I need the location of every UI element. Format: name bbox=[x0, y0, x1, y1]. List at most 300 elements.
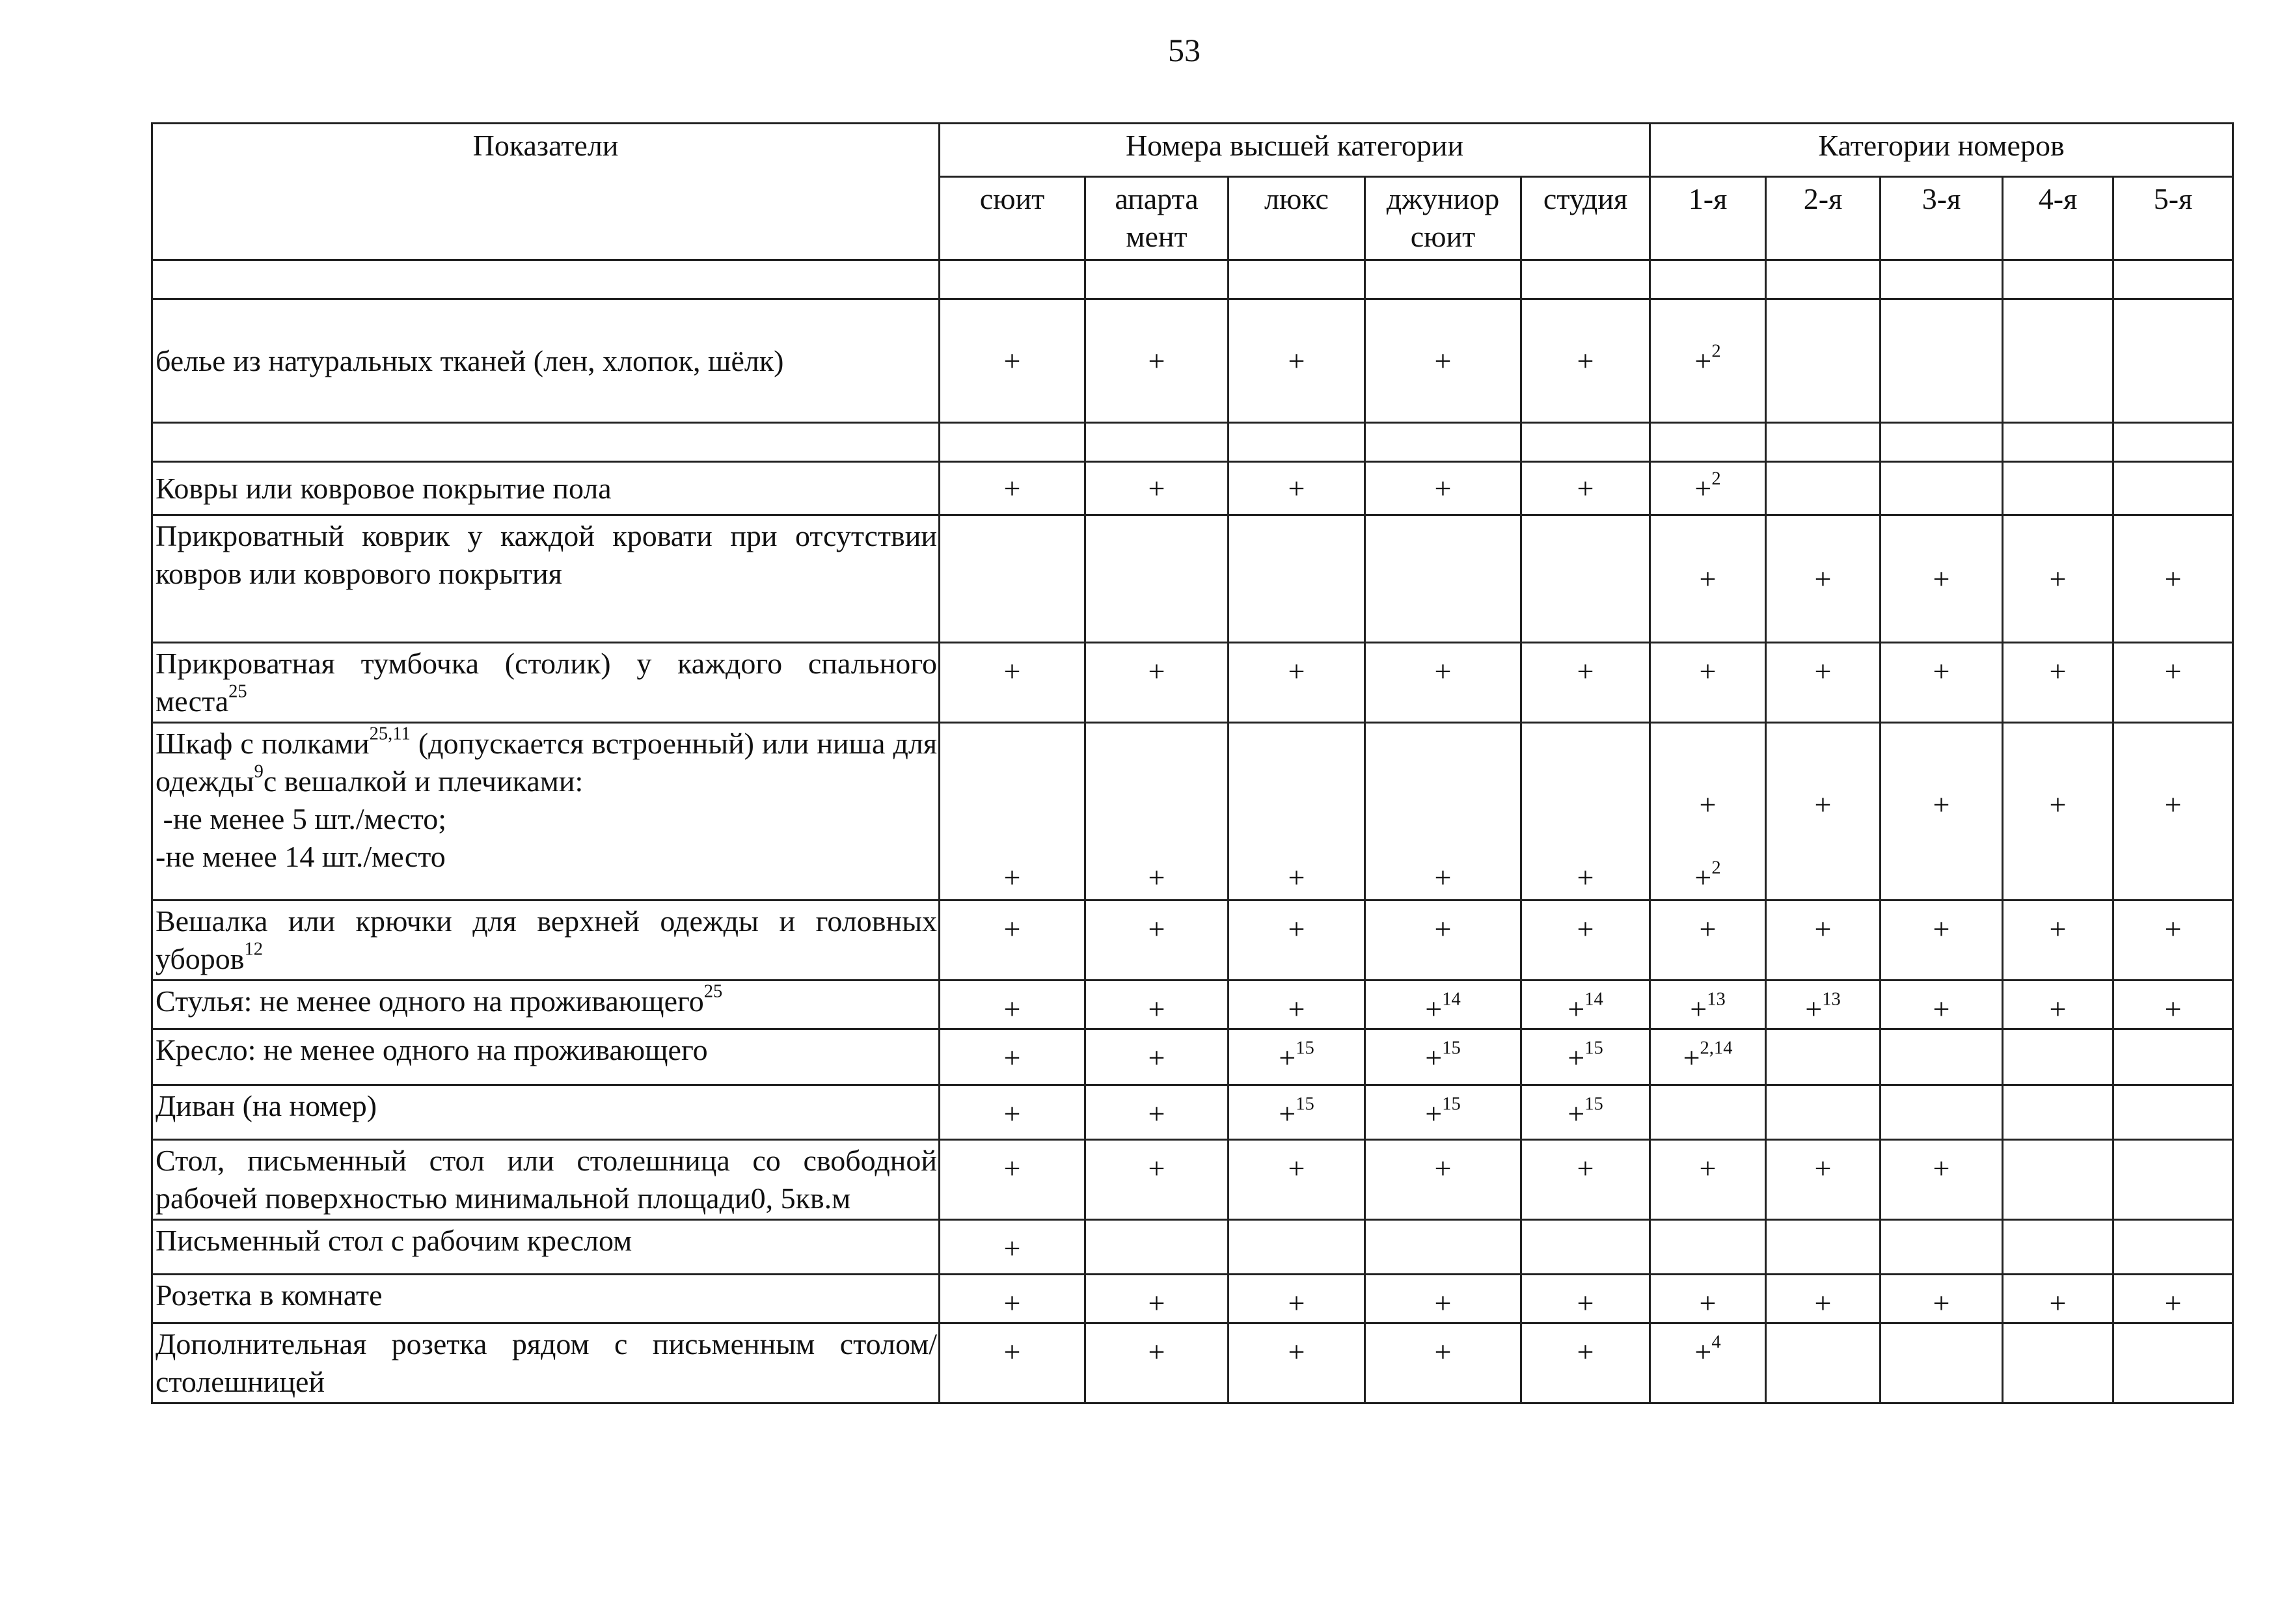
mark-cell bbox=[940, 1139, 1085, 1219]
mark-cell bbox=[1881, 900, 2003, 980]
mark bbox=[1683, 1038, 1733, 1074]
mark-symbol: + bbox=[1288, 992, 1305, 1025]
mark bbox=[1004, 1152, 1021, 1185]
mark-symbol: + bbox=[1279, 1040, 1296, 1074]
mark bbox=[1700, 655, 1717, 688]
mark bbox=[1577, 1286, 1594, 1320]
mark-cell bbox=[1229, 1274, 1365, 1323]
mark-footnote: 14 bbox=[1584, 989, 1603, 1010]
mark-cell bbox=[940, 515, 1085, 643]
mark-symbol: + bbox=[1003, 1334, 1021, 1368]
mark bbox=[1435, 912, 1452, 945]
column-header bbox=[1365, 177, 1521, 260]
mark-cell bbox=[1881, 1139, 2003, 1219]
mark-cell bbox=[2113, 1029, 2233, 1085]
mark bbox=[1148, 992, 1165, 1025]
mark-symbol: + bbox=[1434, 344, 1452, 377]
label-subline: -не менее 14 шт./место bbox=[156, 839, 446, 873]
mark-cell bbox=[1521, 1219, 1650, 1274]
mark-cell bbox=[2003, 299, 2113, 423]
mark-cell bbox=[1881, 260, 2003, 299]
mark-cell bbox=[1085, 722, 1229, 900]
column-header-line: люкс bbox=[1264, 182, 1329, 215]
mark-symbol: + bbox=[1003, 344, 1021, 377]
mark bbox=[1815, 912, 1832, 945]
mark-symbol: + bbox=[1148, 1096, 1165, 1130]
label-text: (допускается встроенный) или ниша для одежды bbox=[156, 726, 937, 798]
mark-cell bbox=[2113, 1323, 2233, 1403]
mark-cell bbox=[1521, 1274, 1650, 1323]
column-header-line: мент bbox=[1126, 219, 1188, 253]
mark bbox=[1279, 1038, 1314, 1074]
mark-cell bbox=[1229, 515, 1365, 643]
table-row bbox=[152, 1029, 2233, 1085]
mark-cell bbox=[1085, 1085, 1229, 1139]
mark-symbol: + bbox=[1568, 1040, 1585, 1074]
mark-symbol: + bbox=[1288, 1286, 1305, 1320]
mark-cell bbox=[1881, 462, 2003, 515]
mark-symbol: + bbox=[1577, 344, 1594, 377]
mark bbox=[2050, 788, 2067, 821]
table-row bbox=[152, 980, 2233, 1029]
mark bbox=[1148, 1041, 1165, 1074]
mark-symbol: + bbox=[1699, 562, 1717, 595]
mark-cell bbox=[1881, 423, 2003, 462]
mark-cell bbox=[1766, 462, 1881, 515]
mark-cell bbox=[1766, 515, 1881, 643]
mark bbox=[1933, 1152, 1950, 1185]
table-row bbox=[152, 1274, 2233, 1323]
column-header-line: 4-я bbox=[2038, 182, 2078, 215]
mark-cell bbox=[1881, 980, 2003, 1029]
mark-cell bbox=[1365, 423, 1521, 462]
mark-cell bbox=[1881, 1219, 2003, 1274]
mark-cell bbox=[1766, 1323, 1881, 1403]
mark bbox=[1004, 861, 1021, 894]
mark bbox=[1700, 912, 1717, 945]
mark-cell bbox=[2003, 515, 2113, 643]
mark-cell bbox=[940, 722, 1085, 900]
mark-footnote: 2,14 bbox=[1700, 1038, 1733, 1059]
mark bbox=[2050, 992, 2067, 1025]
mark-symbol: + bbox=[1933, 1151, 1950, 1185]
mark-cell bbox=[1521, 980, 1650, 1029]
requirements-table bbox=[151, 122, 2234, 1404]
mark-cell bbox=[1881, 643, 2003, 723]
mark-cell bbox=[940, 1219, 1085, 1274]
row-label bbox=[152, 1323, 940, 1403]
mark bbox=[1288, 1335, 1305, 1368]
mark-cell bbox=[1229, 643, 1365, 723]
mark-cell bbox=[1365, 980, 1521, 1029]
mark-cell bbox=[1085, 1274, 1229, 1323]
mark-symbol: + bbox=[1148, 471, 1165, 505]
mark bbox=[1577, 472, 1594, 505]
footnote-ref: 25 bbox=[228, 681, 247, 702]
mark bbox=[1577, 861, 1594, 894]
mark-symbol: + bbox=[1434, 1286, 1452, 1320]
mark-cell bbox=[2003, 260, 2113, 299]
mark-cell bbox=[1365, 722, 1521, 900]
row-label bbox=[152, 643, 940, 723]
mark-cell bbox=[1521, 299, 1650, 423]
mark-symbol: + bbox=[1148, 1040, 1165, 1074]
mark bbox=[1288, 992, 1305, 1025]
mark-symbol: + bbox=[1933, 562, 1950, 595]
mark-symbol: + bbox=[1288, 912, 1305, 945]
row-label bbox=[152, 462, 940, 515]
mark bbox=[1815, 1286, 1832, 1320]
mark bbox=[1435, 344, 1452, 377]
mark-footnote: 2 bbox=[1711, 858, 1721, 878]
mark-symbol: + bbox=[1288, 860, 1305, 894]
label-text: Розетка в комнате bbox=[156, 1278, 383, 1312]
mark-cell bbox=[940, 1085, 1085, 1139]
mark-cell bbox=[1365, 462, 1521, 515]
row-label bbox=[152, 1219, 940, 1274]
table-row bbox=[152, 900, 2233, 980]
mark-cell bbox=[1766, 1029, 1881, 1085]
mark-cell bbox=[1229, 1323, 1365, 1403]
mark-symbol: + bbox=[2049, 1286, 2067, 1320]
column-header-line: 5-я bbox=[2153, 182, 2193, 215]
mark-cell bbox=[940, 1323, 1085, 1403]
mark-symbol: + bbox=[1577, 1151, 1594, 1185]
label-text: Кресло: не менее одного на проживающего bbox=[156, 1033, 708, 1066]
mark-footnote: 4 bbox=[1711, 1332, 1721, 1353]
mark-cell bbox=[1085, 260, 1229, 299]
mark bbox=[1288, 912, 1305, 945]
mark-cell bbox=[1085, 1029, 1229, 1085]
mark-symbol: + bbox=[1148, 860, 1165, 894]
mark-symbol: + bbox=[1814, 655, 1832, 688]
table-row bbox=[152, 722, 2233, 900]
mark bbox=[1148, 655, 1165, 688]
label-text: Стол, письменный стол или столешница со свободной рабочей поверхностью минимальной площади0, 5кв.м bbox=[156, 1143, 937, 1215]
mark-cell bbox=[1229, 1139, 1365, 1219]
mark-cell bbox=[1881, 299, 2003, 423]
mark bbox=[2050, 1286, 2067, 1320]
mark-symbol: + bbox=[2164, 562, 2182, 595]
mark-symbol: + bbox=[1577, 1334, 1594, 1368]
mark bbox=[1148, 1335, 1165, 1368]
mark-symbol: + bbox=[1288, 1334, 1305, 1368]
mark-symbol: + bbox=[2164, 787, 2182, 821]
mark-symbol: + bbox=[1003, 1040, 1021, 1074]
mark bbox=[1004, 344, 1021, 377]
mark-cell bbox=[1365, 1219, 1521, 1274]
mark-symbol: + bbox=[1148, 344, 1165, 377]
mark-cell bbox=[2113, 462, 2233, 515]
mark bbox=[1805, 989, 1841, 1025]
mark bbox=[1148, 861, 1165, 894]
mark-cell bbox=[2113, 1139, 2233, 1219]
mark bbox=[1694, 1332, 1721, 1368]
mark-cell bbox=[1766, 260, 1881, 299]
mark bbox=[1577, 1152, 1594, 1185]
mark-cell bbox=[1521, 643, 1650, 723]
mark-symbol: + bbox=[2164, 655, 2182, 688]
column-header-line: студия bbox=[1543, 182, 1628, 215]
mark bbox=[2165, 1286, 2182, 1320]
mark bbox=[2165, 562, 2182, 595]
mark-symbol: + bbox=[1577, 471, 1594, 505]
mark-symbol: + bbox=[1699, 655, 1717, 688]
mark-cell bbox=[1650, 643, 1766, 723]
mark-footnote: 15 bbox=[1296, 1094, 1314, 1115]
mark-cell bbox=[1766, 423, 1881, 462]
label-text: белье из натуральных тканей (лен, хлопок, шёлк) bbox=[156, 344, 784, 377]
mark-cell bbox=[1650, 980, 1766, 1029]
mark-cell bbox=[2113, 980, 2233, 1029]
mark bbox=[1148, 472, 1165, 505]
mark-cell bbox=[1521, 260, 1650, 299]
mark-symbol: + bbox=[1694, 344, 1712, 377]
mark bbox=[1148, 912, 1165, 945]
mark-cell bbox=[940, 462, 1085, 515]
mark-cell bbox=[1229, 260, 1365, 299]
mark bbox=[1004, 1041, 1021, 1074]
mark-cell bbox=[1650, 1029, 1766, 1085]
mark-footnote: 13 bbox=[1707, 989, 1726, 1010]
mark-symbol: + bbox=[1003, 992, 1021, 1025]
mark-cell bbox=[1365, 643, 1521, 723]
mark bbox=[1700, 562, 1717, 595]
mark bbox=[1694, 341, 1721, 377]
mark-symbol: + bbox=[1003, 1286, 1021, 1320]
mark-cell bbox=[940, 260, 1085, 299]
mark-footnote: 14 bbox=[1442, 989, 1461, 1010]
column-header bbox=[1881, 177, 2003, 260]
label-text: Ковры или ковровое покрытие пола bbox=[156, 471, 612, 505]
mark-symbol: + bbox=[1814, 1286, 1832, 1320]
mark-symbol: + bbox=[1694, 1334, 1712, 1368]
mark bbox=[1288, 1286, 1305, 1320]
mark-cell bbox=[1229, 462, 1365, 515]
row-label bbox=[152, 1085, 940, 1139]
mark-cell bbox=[1365, 1029, 1521, 1085]
mark-footnote: 15 bbox=[1442, 1038, 1461, 1059]
mark-cell bbox=[2113, 423, 2233, 462]
header-group-high-category: Номера высшей категории bbox=[940, 124, 1650, 177]
mark-cell bbox=[2113, 1274, 2233, 1323]
row-label bbox=[152, 980, 940, 1029]
mark-cell bbox=[1650, 1085, 1766, 1139]
label-text: Прикроватная тумбочка (столик) у каждого спального места bbox=[156, 647, 937, 718]
mark-cell bbox=[1766, 900, 1881, 980]
mark bbox=[1004, 1232, 1021, 1265]
mark-symbol: + bbox=[1933, 787, 1950, 821]
mark-cell bbox=[1881, 1323, 2003, 1403]
mark-symbol: + bbox=[2049, 562, 2067, 595]
mark-cell bbox=[2113, 299, 2233, 423]
footnote-ref: 25 bbox=[703, 981, 723, 1002]
mark bbox=[1435, 472, 1452, 505]
mark-cell bbox=[1521, 423, 1650, 462]
mark-symbol: + bbox=[2049, 787, 2067, 821]
mark-cell bbox=[2003, 1323, 2113, 1403]
mark-symbol: + bbox=[1694, 471, 1712, 505]
column-header-line: 2-я bbox=[1803, 182, 1843, 215]
mark-symbol: + bbox=[2164, 912, 2182, 945]
table-row bbox=[152, 462, 2233, 515]
mark-symbol: + bbox=[1577, 912, 1594, 945]
mark bbox=[2050, 562, 2067, 595]
mark-cell bbox=[1521, 462, 1650, 515]
label-text: Диван (на номер) bbox=[156, 1089, 377, 1122]
mark bbox=[2165, 992, 2182, 1025]
mark-cell bbox=[2113, 643, 2233, 723]
mark bbox=[1435, 1286, 1452, 1320]
label-text: Дополнительная розетка рядом с письменным столом/столешницей bbox=[156, 1327, 937, 1398]
mark-cell bbox=[940, 1274, 1085, 1323]
mark-cell bbox=[1365, 1085, 1521, 1139]
mark-cell bbox=[1881, 722, 2003, 900]
mark bbox=[1577, 912, 1594, 945]
mark-cell bbox=[1766, 1274, 1881, 1323]
blank-cell bbox=[152, 423, 940, 462]
mark-cell bbox=[1085, 1139, 1229, 1219]
mark-cell bbox=[1650, 900, 1766, 980]
mark-symbol: + bbox=[1003, 1096, 1021, 1130]
mark-symbol: + bbox=[1699, 912, 1717, 945]
mark bbox=[1815, 1152, 1832, 1185]
mark-symbol: + bbox=[1805, 992, 1823, 1025]
mark-cell bbox=[1229, 980, 1365, 1029]
mark-cell bbox=[2003, 980, 2113, 1029]
mark-symbol: + bbox=[1699, 787, 1717, 821]
column-header bbox=[1085, 177, 1229, 260]
mark bbox=[1815, 562, 1832, 595]
column-header-line: 3-я bbox=[1922, 182, 1961, 215]
mark-cell bbox=[1766, 1139, 1881, 1219]
mark-cell bbox=[1229, 1085, 1365, 1139]
mark-cell bbox=[1085, 1219, 1229, 1274]
mark-cell bbox=[2003, 1139, 2113, 1219]
mark bbox=[1933, 992, 1950, 1025]
label-subline: -не менее 5 шт./место; bbox=[156, 802, 447, 835]
mark-cell bbox=[2003, 643, 2113, 723]
mark bbox=[1435, 1335, 1452, 1368]
mark bbox=[1004, 655, 1021, 688]
mark-cell bbox=[2113, 722, 2233, 900]
mark-footnote: 13 bbox=[1822, 989, 1841, 1010]
label-text: Письменный стол с рабочим креслом bbox=[156, 1223, 632, 1257]
mark-cell bbox=[1881, 1274, 2003, 1323]
mark bbox=[2050, 655, 2067, 688]
mark-cell bbox=[1881, 515, 2003, 643]
table-row bbox=[152, 643, 2233, 723]
mark bbox=[1700, 1152, 1717, 1185]
mark-footnote: 15 bbox=[1584, 1094, 1603, 1115]
column-header bbox=[1650, 177, 1766, 260]
mark-symbol: + bbox=[1434, 1334, 1452, 1368]
mark-cell bbox=[1521, 1085, 1650, 1139]
mark-symbol: + bbox=[1434, 655, 1452, 688]
mark-symbol: + bbox=[1288, 655, 1305, 688]
label-text: Вешалка или крючки для верхней одежды и головных уборов bbox=[156, 904, 937, 975]
mark-symbol: + bbox=[1699, 1286, 1717, 1320]
mark bbox=[1288, 1152, 1305, 1185]
mark-cell bbox=[1229, 900, 1365, 980]
mark-symbol: + bbox=[2049, 992, 2067, 1025]
mark-footnote: 15 bbox=[1442, 1094, 1461, 1115]
mark bbox=[1933, 562, 1950, 595]
mark bbox=[1815, 655, 1832, 688]
mark-symbol: + bbox=[1577, 860, 1594, 894]
column-header-line: сюит bbox=[979, 182, 1045, 215]
mark-symbol: + bbox=[1814, 912, 1832, 945]
mark bbox=[1425, 1038, 1461, 1074]
mark bbox=[1148, 1152, 1165, 1185]
mark-cell bbox=[1650, 1323, 1766, 1403]
mark bbox=[1933, 788, 1950, 821]
mark bbox=[1577, 1335, 1594, 1368]
column-header-line: 1-я bbox=[1688, 182, 1728, 215]
mark bbox=[1933, 1286, 1950, 1320]
mark-cell bbox=[1085, 980, 1229, 1029]
column-header bbox=[1766, 177, 1881, 260]
column-header bbox=[940, 177, 1085, 260]
label-text: Шкаф с полками bbox=[156, 726, 370, 760]
mark bbox=[1004, 912, 1021, 945]
mark bbox=[1694, 858, 1721, 894]
mark-cell bbox=[2113, 900, 2233, 980]
mark bbox=[1568, 989, 1603, 1025]
mark-cell bbox=[1229, 423, 1365, 462]
row-label bbox=[152, 1274, 940, 1323]
mark-symbol: + bbox=[1814, 1151, 1832, 1185]
mark bbox=[1700, 1286, 1717, 1320]
label-text: Прикроватный коврик у каждой кровати при отсутствии ковров или коврового покрытия bbox=[156, 519, 937, 590]
mark bbox=[2165, 788, 2182, 821]
mark-symbol: + bbox=[1288, 344, 1305, 377]
mark-cell bbox=[1650, 1274, 1766, 1323]
mark-symbol: + bbox=[1003, 860, 1021, 894]
mark-cell bbox=[1085, 462, 1229, 515]
mark-symbol: + bbox=[1434, 1151, 1452, 1185]
footnote-ref: 9 bbox=[254, 761, 264, 782]
mark bbox=[1004, 1097, 1021, 1130]
mark bbox=[2165, 655, 2182, 688]
mark-symbol: + bbox=[2164, 992, 2182, 1025]
mark bbox=[1004, 1335, 1021, 1368]
mark bbox=[1425, 989, 1461, 1025]
mark-cell bbox=[1229, 299, 1365, 423]
mark bbox=[1694, 468, 1721, 505]
mark-cell bbox=[1650, 299, 1766, 423]
mark-cell bbox=[1521, 1029, 1650, 1085]
mark-cell bbox=[2003, 900, 2113, 980]
mark-cell bbox=[2003, 1274, 2113, 1323]
mark-symbol: + bbox=[1003, 912, 1021, 945]
mark-cell bbox=[1650, 423, 1766, 462]
column-header bbox=[2003, 177, 2113, 260]
mark-symbol: + bbox=[1933, 655, 1950, 688]
mark-cell bbox=[1650, 462, 1766, 515]
row-label bbox=[152, 515, 940, 643]
table-row bbox=[152, 515, 2233, 643]
mark-cell bbox=[2003, 423, 2113, 462]
mark-cell bbox=[1766, 299, 1881, 423]
mark-cell bbox=[2003, 722, 2113, 900]
header-indicator: Показатели bbox=[152, 124, 940, 260]
mark-cell bbox=[2113, 1219, 2233, 1274]
mark bbox=[2165, 912, 2182, 945]
row-label bbox=[152, 722, 940, 900]
mark bbox=[1568, 1038, 1603, 1074]
mark-symbol: + bbox=[1577, 655, 1594, 688]
